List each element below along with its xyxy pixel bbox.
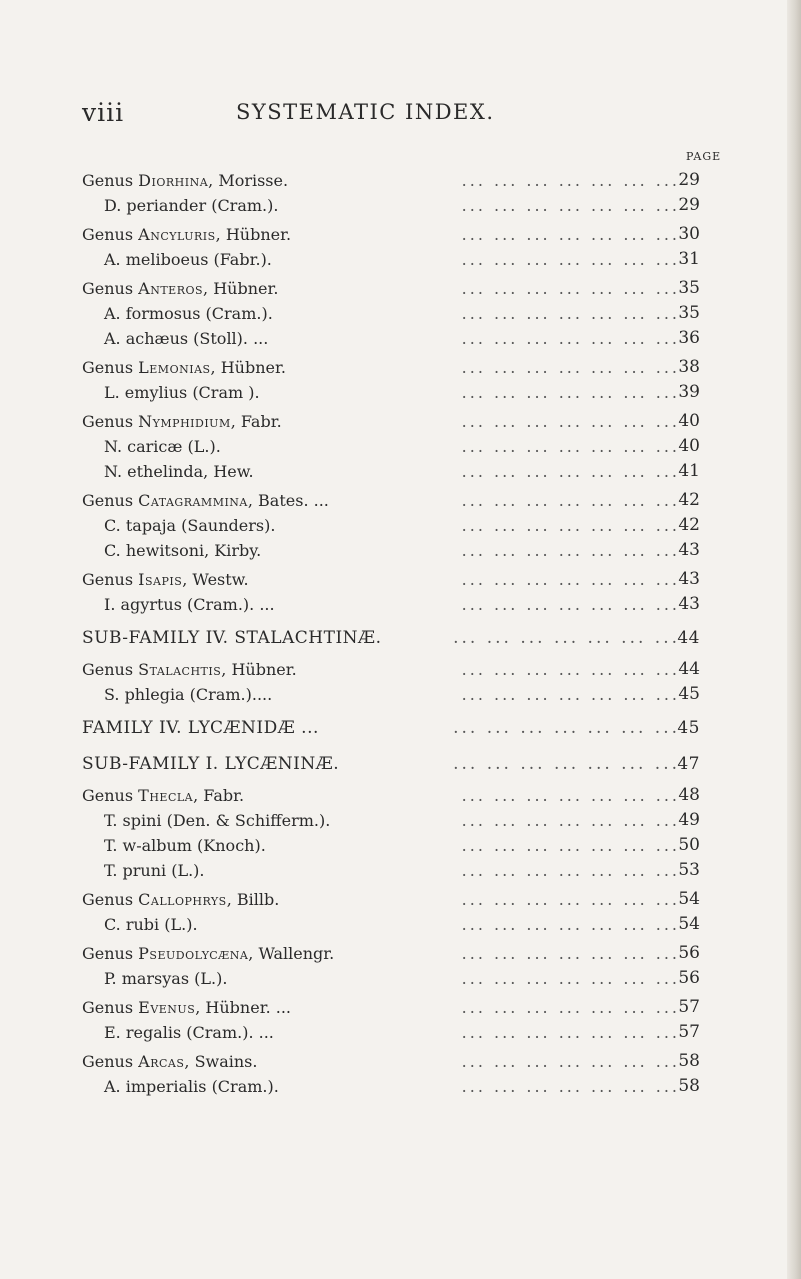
genus-authority: , Hübner. <box>203 279 279 298</box>
dot-leaders: ... ... ... ... ... ... ... <box>453 754 680 774</box>
page-number: 58 <box>678 1076 700 1096</box>
genus-name: Thecla <box>138 786 194 805</box>
dot-leaders: ... ... ... ... ... ... ... <box>461 836 680 855</box>
genus-prefix: Genus <box>82 1052 139 1071</box>
dot-leaders: ... ... ... ... ... ... ... <box>461 1077 680 1096</box>
genus-name: Stalachtis <box>138 660 222 679</box>
genus-prefix: Genus <box>82 890 139 909</box>
genus-authority: , Billb. <box>226 890 280 909</box>
index-species-entry <box>0 912 801 937</box>
dot-leaders: ... ... ... ... ... ... ... <box>461 998 680 1017</box>
index-genus-entry <box>0 222 801 247</box>
index-family-heading <box>0 749 801 779</box>
genus-prefix: Genus <box>82 660 139 679</box>
genus-authority: , Hübner. ... <box>195 998 292 1017</box>
genus-prefix: Genus <box>82 225 139 244</box>
page-number: 58 <box>678 1051 700 1071</box>
entry-label: SUB-FAMILY I. LYCÆNINÆ. <box>82 754 340 774</box>
dot-leaders: ... ... ... ... ... ... ... <box>461 383 680 402</box>
page-number: 45 <box>677 718 700 738</box>
index-genus-entry <box>0 567 801 592</box>
genus-authority: , Bates. ... <box>247 491 329 510</box>
index-genus-entry <box>0 355 801 380</box>
genus-name: Arcas <box>138 1052 185 1071</box>
entry-label <box>82 995 291 1020</box>
page-number: 57 <box>678 1022 700 1042</box>
entry-label: I. agyrtus (Cram.). ... <box>104 595 275 614</box>
index-species-entry <box>0 538 801 563</box>
index-species-entry <box>0 833 801 858</box>
entry-label: E. regalis (Cram.). ... <box>104 1023 274 1042</box>
genus-name: Nymphidium <box>138 412 231 431</box>
dot-leaders: ... ... ... ... ... ... ... <box>461 541 680 560</box>
entry-label <box>82 409 282 434</box>
entry-label: A. formosus (Cram.). <box>104 304 273 323</box>
genus-authority: , Westw. <box>182 570 249 589</box>
genus-name: Ancyluris <box>138 225 216 244</box>
dot-leaders: ... ... ... ... ... ... ... <box>461 969 680 988</box>
entry-label: SUB-FAMILY IV. STALACHTINÆ. <box>82 628 382 648</box>
dot-leaders: ... ... ... ... ... ... ... <box>461 358 680 377</box>
page-number: 44 <box>677 628 700 648</box>
entry-label <box>82 488 329 513</box>
entry-label: N. ethelinda, Hew. <box>104 462 254 481</box>
genus-name: Callophrys <box>138 890 227 909</box>
entry-label: C. rubi (L.). <box>104 915 198 934</box>
dot-leaders: ... ... ... ... ... ... ... <box>461 462 680 481</box>
index-species-entry <box>0 434 801 459</box>
page-number: 56 <box>678 968 700 988</box>
index-genus-entry <box>0 995 801 1020</box>
dot-leaders: ... ... ... ... ... ... ... <box>453 628 680 648</box>
index-genus-entry <box>0 409 801 434</box>
genus-prefix: Genus <box>82 570 139 589</box>
dot-leaders: ... ... ... ... ... ... ... <box>461 250 680 269</box>
index-species-entry <box>0 966 801 991</box>
genus-prefix: Genus <box>82 944 139 963</box>
genus-authority: , Morisse. <box>208 171 289 190</box>
index-genus-entry <box>0 941 801 966</box>
index-species-entry <box>0 592 801 617</box>
page-number: 41 <box>678 461 700 481</box>
dot-leaders: ... ... ... ... ... ... ... <box>461 171 680 190</box>
index-genus-entry <box>0 488 801 513</box>
index-genus-entry <box>0 168 801 193</box>
entry-label: A. imperialis (Cram.). <box>104 1077 279 1096</box>
genus-prefix: Genus <box>82 998 139 1017</box>
entry-label <box>82 887 279 912</box>
page-number: 43 <box>678 594 700 614</box>
genus-name: Diorhina <box>138 171 209 190</box>
entry-label <box>82 567 249 592</box>
genus-name: Catagrammina <box>138 491 248 510</box>
entry-label <box>82 168 288 193</box>
page-number: 53 <box>678 860 700 880</box>
entry-label: FAMILY IV. LYCÆNIDÆ ... <box>82 718 319 738</box>
index-species-entry <box>0 459 801 484</box>
dot-leaders: ... ... ... ... ... ... ... <box>461 304 680 323</box>
entry-label <box>82 657 297 682</box>
dot-leaders: ... ... ... ... ... ... ... <box>461 861 680 880</box>
dot-leaders: ... ... ... ... ... ... ... <box>461 437 680 456</box>
entry-label: A. achæus (Stoll). ... <box>104 329 269 348</box>
dot-leaders: ... ... ... ... ... ... ... <box>461 196 680 215</box>
index-species-entry <box>0 1020 801 1045</box>
entry-label: L. emylius (Cram ). <box>104 383 260 402</box>
genus-prefix: Genus <box>82 491 139 510</box>
dot-leaders: ... ... ... ... ... ... ... <box>453 718 680 738</box>
page-number: 39 <box>678 382 700 402</box>
index-genus-entry <box>0 657 801 682</box>
genus-authority: , Hübner. <box>210 358 286 377</box>
genus-name: Evenus <box>138 998 196 1017</box>
index-species-entry <box>0 247 801 272</box>
dot-leaders: ... ... ... ... ... ... ... <box>461 1023 680 1042</box>
dot-leaders: ... ... ... ... ... ... ... <box>461 491 680 510</box>
page-number: 49 <box>678 810 700 830</box>
entry-label <box>82 941 334 966</box>
running-head: SYSTEMATIC INDEX. <box>236 100 495 124</box>
dot-leaders: ... ... ... ... ... ... ... <box>461 660 680 679</box>
genus-prefix: Genus <box>82 358 139 377</box>
dot-leaders: ... ... ... ... ... ... ... <box>461 944 680 963</box>
genus-authority: , Fabr. <box>230 412 282 431</box>
index-species-entry <box>0 858 801 883</box>
index-genus-entry <box>0 1049 801 1074</box>
entry-label: A. meliboeus (Fabr.). <box>104 250 272 269</box>
index-genus-entry <box>0 887 801 912</box>
dot-leaders: ... ... ... ... ... ... ... <box>461 412 680 431</box>
page-number: 31 <box>678 249 700 269</box>
page-number: 48 <box>678 785 700 805</box>
dot-leaders: ... ... ... ... ... ... ... <box>461 685 680 704</box>
index-family-heading <box>0 623 801 653</box>
genus-authority: , Swains. <box>184 1052 258 1071</box>
systematic-index <box>0 168 801 1099</box>
dot-leaders: ... ... ... ... ... ... ... <box>461 915 680 934</box>
index-species-entry <box>0 380 801 405</box>
entry-label: T. pruni (L.). <box>104 861 205 880</box>
page-number: 50 <box>678 835 700 855</box>
index-species-entry <box>0 682 801 707</box>
genus-authority: , Fabr. <box>193 786 245 805</box>
page-number: 35 <box>678 278 700 298</box>
page-folio: viii <box>82 98 125 127</box>
entry-label: C. hewitsoni, Kirby. <box>104 541 262 560</box>
page-number: 56 <box>678 943 700 963</box>
page-number: 45 <box>678 684 700 704</box>
page-number: 29 <box>678 170 700 190</box>
dot-leaders: ... ... ... ... ... ... ... <box>461 279 680 298</box>
genus-prefix: Genus <box>82 279 139 298</box>
page-column-label: PAGE <box>686 150 722 163</box>
index-family-heading <box>0 713 801 743</box>
genus-authority: , Hübner. <box>215 225 292 244</box>
genus-prefix: Genus <box>82 412 139 431</box>
page-number: 54 <box>678 914 700 934</box>
page-number: 42 <box>678 515 700 535</box>
entry-label: T. spini (Den. & Schifferm.). <box>104 811 331 830</box>
page-number: 30 <box>678 224 700 244</box>
index-species-entry <box>0 301 801 326</box>
genus-authority: , Wallengr. <box>248 944 335 963</box>
page-number: 40 <box>678 411 700 431</box>
entry-label <box>82 276 278 301</box>
entry-label: D. periander (Cram.). <box>104 196 279 215</box>
dot-leaders: ... ... ... ... ... ... ... <box>461 786 680 805</box>
index-genus-entry <box>0 783 801 808</box>
entry-label: P. marsyas (L.). <box>104 969 228 988</box>
index-species-entry <box>0 326 801 351</box>
dot-leaders: ... ... ... ... ... ... ... <box>461 570 680 589</box>
entry-label <box>82 355 286 380</box>
page-number: 44 <box>678 659 700 679</box>
dot-leaders: ... ... ... ... ... ... ... <box>461 516 680 535</box>
genus-name: Anteros <box>138 279 204 298</box>
page-number: 35 <box>678 303 700 323</box>
dot-leaders: ... ... ... ... ... ... ... <box>461 329 680 348</box>
page-number: 57 <box>678 997 700 1017</box>
genus-name: Lemonias <box>138 358 211 377</box>
entry-label <box>82 783 244 808</box>
index-species-entry <box>0 513 801 538</box>
page-header <box>0 92 801 132</box>
index-species-entry <box>0 193 801 218</box>
dot-leaders: ... ... ... ... ... ... ... <box>461 225 680 244</box>
dot-leaders: ... ... ... ... ... ... ... <box>461 811 680 830</box>
genus-authority: , Hübner. <box>221 660 297 679</box>
page-number: 42 <box>678 490 700 510</box>
index-species-entry <box>0 808 801 833</box>
page-number: 54 <box>678 889 700 909</box>
index-species-entry <box>0 1074 801 1099</box>
entry-label: S. phlegia (Cram.).... <box>104 685 273 704</box>
page-number: 36 <box>678 328 700 348</box>
entry-label <box>82 1049 257 1074</box>
entry-label: T. w-album (Knoch). <box>104 836 266 855</box>
page-number: 29 <box>678 195 700 215</box>
dot-leaders: ... ... ... ... ... ... ... <box>461 595 680 614</box>
entry-label <box>82 222 291 247</box>
entry-label: N. caricæ (L.). <box>104 437 221 456</box>
page-number: 47 <box>677 754 700 774</box>
genus-prefix: Genus <box>82 171 139 190</box>
page-number: 43 <box>678 540 700 560</box>
page-number: 40 <box>678 436 700 456</box>
genus-prefix: Genus <box>82 786 139 805</box>
page-number: 43 <box>678 569 700 589</box>
genus-name: Pseudolycæna <box>138 944 249 963</box>
page-number: 38 <box>678 357 700 377</box>
dot-leaders: ... ... ... ... ... ... ... <box>461 1052 680 1071</box>
genus-name: Isapis <box>138 570 183 589</box>
entry-label: C. tapaja (Saunders). <box>104 516 276 535</box>
dot-leaders: ... ... ... ... ... ... ... <box>461 890 680 909</box>
index-genus-entry <box>0 276 801 301</box>
